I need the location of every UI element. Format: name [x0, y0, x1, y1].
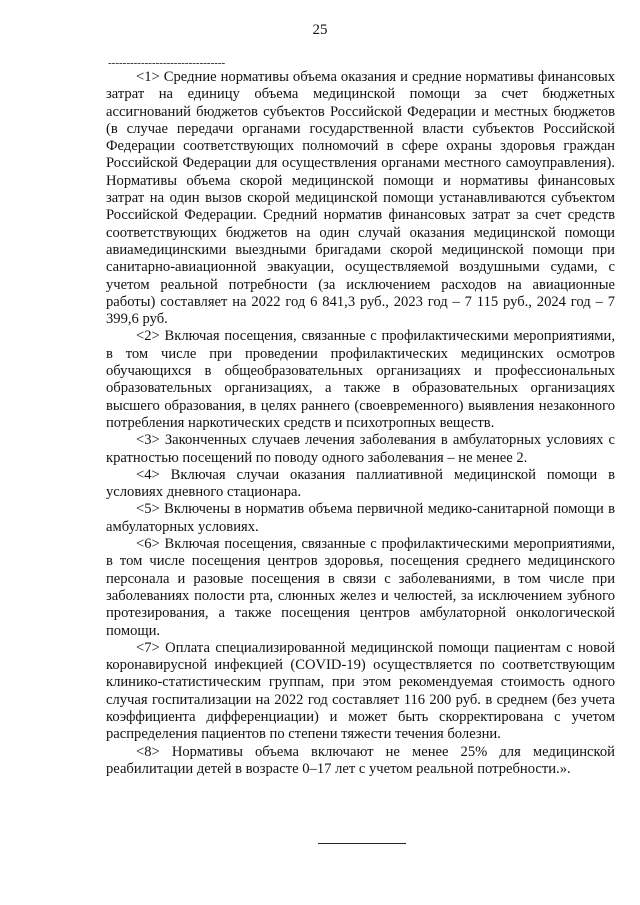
page-number: 25 [312, 22, 328, 38]
footnote-separator: -------------------------------- [108, 57, 226, 69]
footnote-2: <2> Включая посещения, связанные с профилактическими мероприятиями, в том числе при проведении профилактических медицинских осмотров обучающихся в общеобразовательных организациях и профессиональных образовательных организациях, а также в образовательных организациях высшего образования, в целях раннего (своевременного) выявления незаконного потребления наркотических средств и психотропных веществ. [106, 328, 615, 431]
footnote-5: <5> Включены в норматив объема первичной медико-санитарной помощи в амбулаторных условиях. [106, 501, 615, 535]
footnote-7: <7> Оплата специализированной медицинской помощи пациентам с новой коронавирусной инфекцией (COVID-19) осуществляется по соответствующим клинико-статистическим группам, при этом рекомендуемая стоимость одного случая госпитализации на 2022 год составляет 116 200 руб. в среднем (без учета коэффициента дифференциации) и может быть скорректирована с учетом распределения пациентов по степени тяжести течения болезни. [106, 639, 615, 743]
footnote-3: <3> Законченных случаев лечения заболевания в амбулаторных условиях с кратностью посещений по поводу одного заболевания – не менее 2. [106, 432, 615, 466]
footnote-1: <1> Средние нормативы объема оказания и средние нормативы финансовых затрат на единицу объема медицинской помощи за счет бюджетных ассигнований бюджетов субъектов Российской Федерации и местных бюджетов (в случае передачи органами государственной власти субъектов Российской Федерации соответствующих полномочий в сфере охраны здоровья граждан Российской Федерации для осуществления органами местного самоуправления). Нормативы объема скорой медицинской помощи и нормативы финансовых затрат на один вызов скорой медицинской помощи устанавливаются субъектом Российской Федерации. Средний норматив финансовых затрат за счет средств соответствующих бюджетов на один случай оказания медицинской помощи авиамедицинскими выездными бригадами скорой медицинской помощи при санитарно-авиационной эвакуации, осуществляемой воздушными судами, с учетом реальной потребности (за исключением расходов на авиационные работы) составляет на 2022 год 6 841,3 руб., 2023 год – 7 115 руб., 2024 год – 7 399,6 руб. [106, 69, 615, 328]
footnote-6: <6> Включая посещения, связанные с профилактическими мероприятиями, в том числе посещения центров здоровья, посещения среднего медицинского персонала и разовые посещения в связи с заболеваниями, в том числе при заболеваниях полости рта, слюнных желез и челюстей, за исключением зубного протезирования, а также посещения центров амбулаторной онкологической помощи. [106, 536, 615, 639]
footnote-4: <4> Включая случаи оказания паллиативной медицинской помощи в условиях дневного стационара. [106, 466, 615, 501]
footnote-8: <8> Нормативы объема включают не менее 25% для медицинской реабилитации детей в возрасте 0–17 лет с учетом реальной потребности.». [106, 743, 615, 777]
footnotes-body [106, 69, 615, 778]
end-rule [318, 843, 406, 844]
